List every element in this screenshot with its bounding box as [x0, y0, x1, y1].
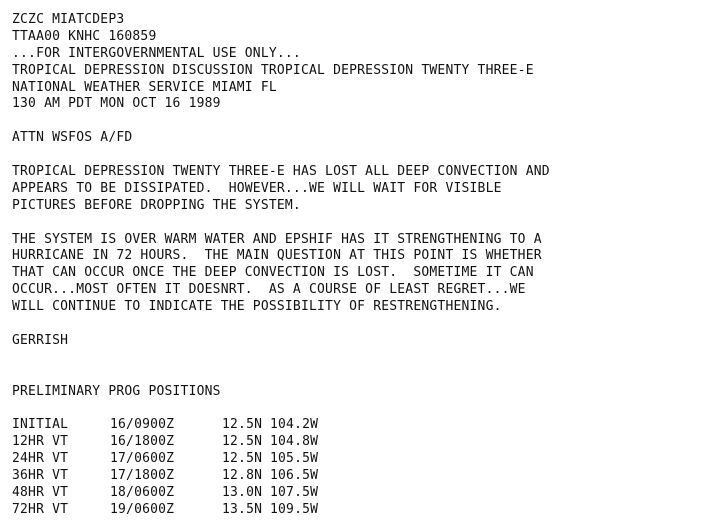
prog-datetime: 17/0600Z: [110, 451, 175, 467]
attn-line: ATTN WSFOS A/FD: [12, 130, 133, 146]
prog-longitude: 104.8W: [270, 434, 319, 450]
prog-row: [12, 451, 702, 468]
header-line: ZCZC MIATCDEP3: [12, 12, 125, 27]
paragraph-line: APPEARS TO BE DISSIPATED. HOWEVER...WE WILL WAIT FOR VISIBLE: [12, 180, 502, 196]
header-line: NATIONAL WEATHER SERVICE MIAMI FL: [12, 79, 277, 95]
prog-datetime: 19/0600Z: [110, 501, 175, 517]
header-block: [12, 12, 702, 113]
prog-latitude: 12.5N: [222, 451, 263, 467]
prog-time-label: 24HR VT: [12, 451, 69, 467]
prog-row: [12, 434, 702, 451]
paragraph-line: THAT CAN OCCUR ONCE THE DEEP CONVECTION IS LOST. SOMETIME IT CAN: [12, 265, 534, 281]
paragraph-line: THE SYSTEM IS OVER WARM WATER AND EPSHIF HAS IT STRENGTHENING TO A: [12, 231, 542, 247]
prog-row: [12, 502, 702, 519]
discussion-document: [12, 12, 702, 519]
prog-latitude: 12.8N: [222, 468, 263, 484]
paragraph-line: WILL CONTINUE TO INDICATE THE POSSIBILITY OF RESTRENGTHENING.: [12, 299, 502, 315]
prog-row: [12, 417, 702, 434]
prog-latitude: 13.5N: [222, 501, 263, 517]
prog-time-label: 12HR VT: [12, 434, 69, 450]
prog-datetime: 17/1800Z: [110, 468, 175, 484]
prog-datetime: 16/1800Z: [110, 434, 175, 450]
prog-datetime: 18/0600Z: [110, 484, 175, 500]
header-line: TTAA00 KNHC 160859: [12, 28, 157, 44]
prog-time-label: 48HR VT: [12, 484, 69, 500]
header-line: 130 AM PDT MON OCT 16 1989: [12, 96, 221, 112]
prog-longitude: 104.2W: [270, 417, 319, 433]
paragraph-line: TROPICAL DEPRESSION TWENTY THREE-E HAS LOST ALL DEEP CONVECTION AND: [12, 164, 550, 180]
header-line: ...FOR INTERGOVERNMENTAL USE ONLY...: [12, 45, 301, 61]
header-line: TROPICAL DEPRESSION DISCUSSION TROPICAL DEPRESSION TWENTY THREE-E: [12, 62, 534, 78]
paragraph-line: PICTURES BEFORE DROPPING THE SYSTEM.: [12, 197, 301, 213]
paragraph-2: [12, 232, 702, 316]
prog-time-label: 36HR VT: [12, 468, 69, 484]
paragraph-line: HURRICANE IN 72 HOURS. THE MAIN QUESTION AT THIS POINT IS WHETHER: [12, 248, 542, 264]
prog-longitude: 105.5W: [270, 451, 319, 467]
prog-table: [12, 417, 702, 518]
prog-longitude: 106.5W: [270, 468, 319, 484]
prog-latitude: 12.5N: [222, 417, 263, 433]
paragraph-1: [12, 164, 702, 215]
prog-time-label: 72HR VT: [12, 501, 69, 517]
prog-time-label: INITIAL: [12, 417, 69, 433]
prog-title: PRELIMINARY PROG POSITIONS: [12, 383, 221, 399]
paragraph-line: OCCUR...MOST OFTEN IT DOESNRT. AS A COURSE OF LEAST REGRET...WE: [12, 282, 526, 298]
prog-datetime: 16/0900Z: [110, 417, 175, 433]
prog-longitude: 107.5W: [270, 484, 319, 500]
prog-row: [12, 485, 702, 502]
prog-longitude: 109.5W: [270, 501, 319, 517]
prog-latitude: 13.0N: [222, 484, 263, 500]
prog-latitude: 12.5N: [222, 434, 263, 450]
prog-row: [12, 468, 702, 485]
signature: GERRISH: [12, 332, 69, 348]
